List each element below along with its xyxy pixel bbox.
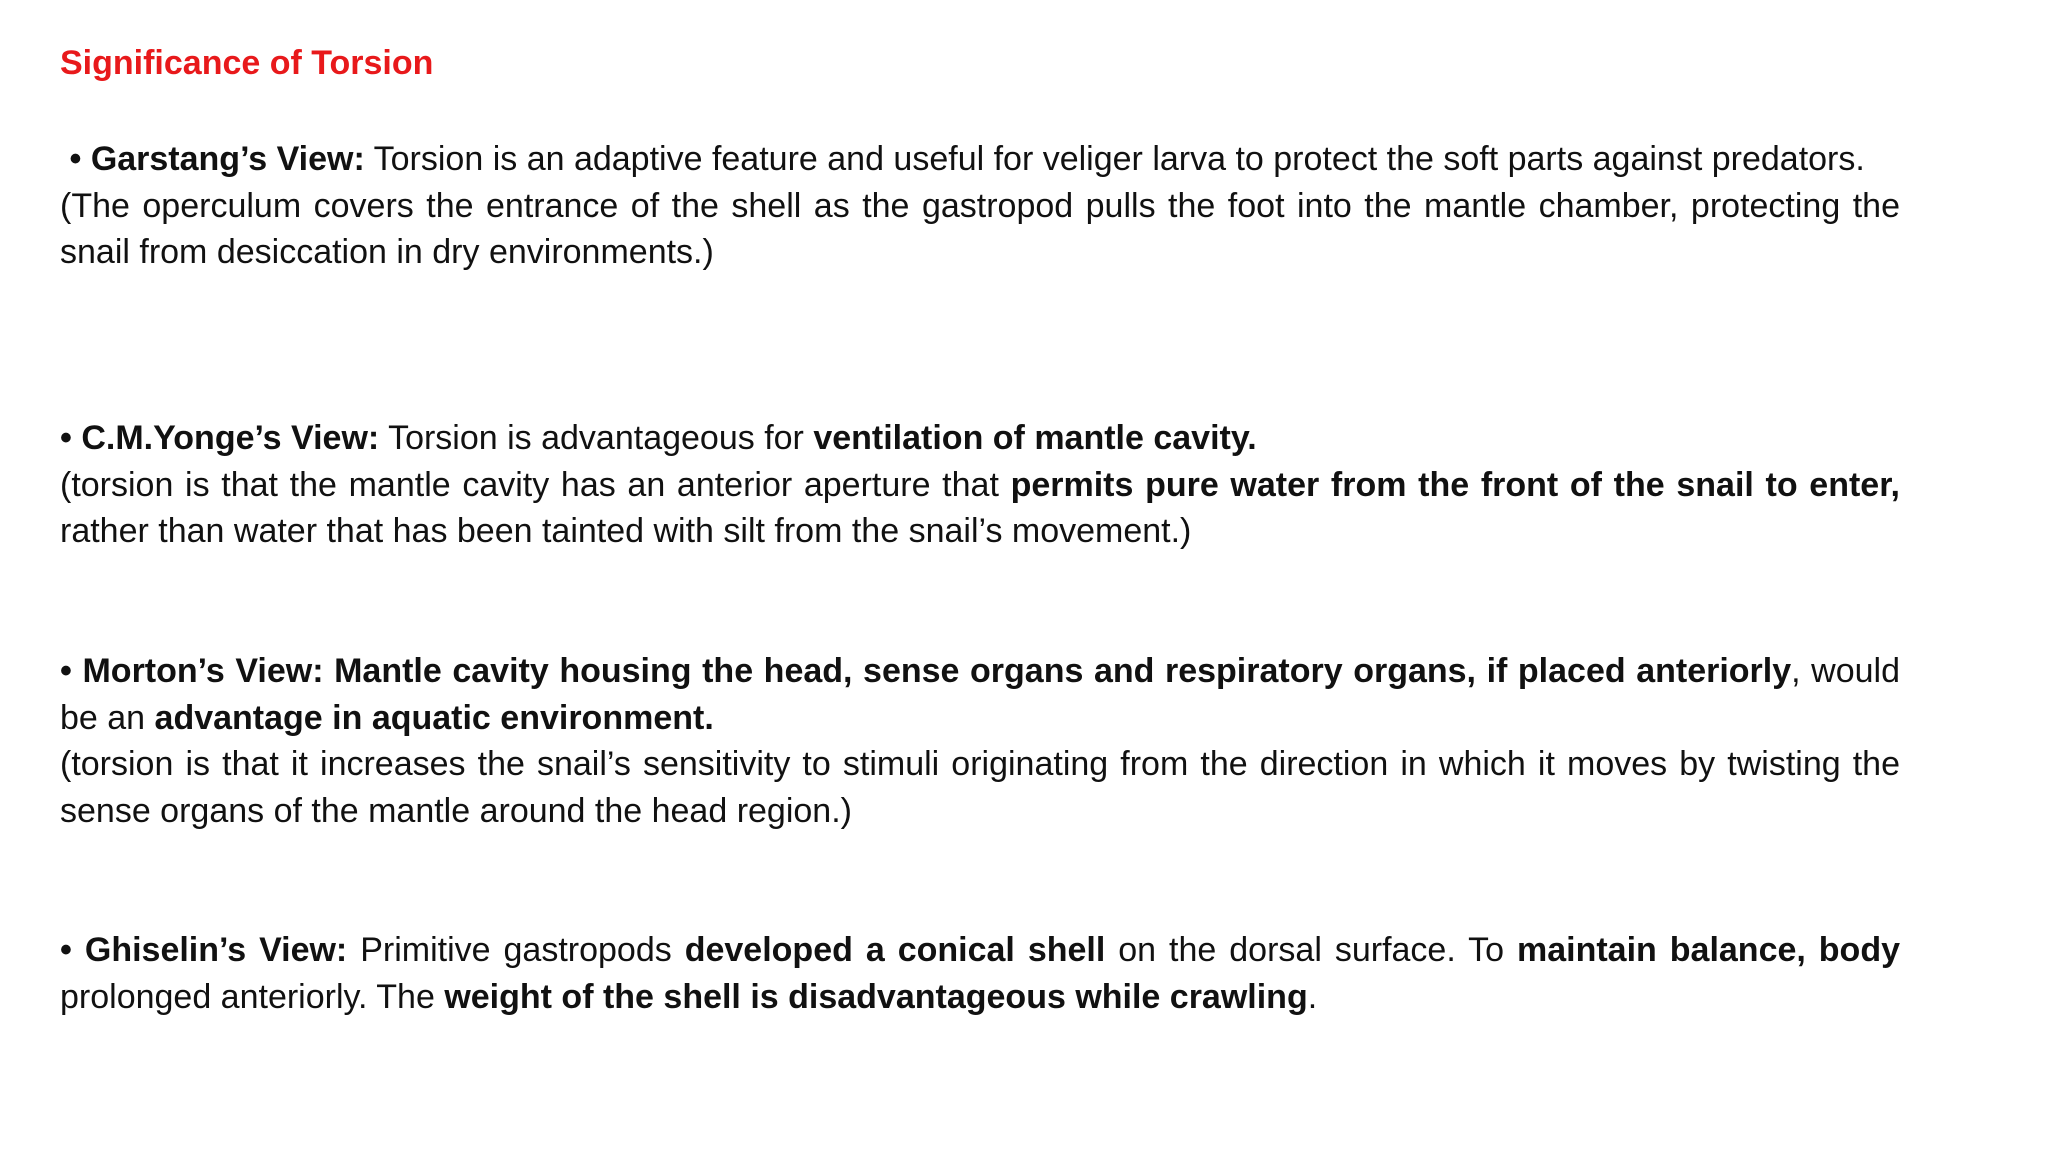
ghiselin-view-label: Ghiselin’s View: (84, 931, 348, 969)
yonge-note-emphasis: permits pure water from the front of the snail to enter, (1010, 465, 1900, 504)
ghiselin-view-text-3: prolonged anteriorly. The (60, 977, 445, 1016)
ghiselin-view-emphasis-1: developed a conical shell (684, 931, 1106, 969)
ghiselin-view-emphasis-3: weight of the shell is disadvantageous while crawling (444, 977, 1308, 1016)
garstang-view-block (60, 136, 1900, 276)
ghiselin-view-text-1: Primitive gastropods (347, 931, 685, 969)
garstang-view-label: Garstang’s View: (90, 140, 365, 178)
yonge-view-label: C.M.Yonge’s View: (81, 419, 380, 457)
yonge-note-text-2: rather than water that has been tainted with silt from the snail’s movement.) (60, 512, 1192, 550)
bullet: • (60, 931, 72, 969)
bullet: • (69, 140, 82, 178)
morton-view-block (60, 648, 1900, 834)
morton-view-emphasis-1: Mantle cavity housing the head, sense organs and respiratory organs, if placed anteriorly (323, 652, 1792, 690)
ghiselin-view-block (60, 927, 1900, 1020)
ghiselin-view-paragraph (60, 927, 1900, 1020)
yonge-view-emphasis: ventilation of mantle cavity. (813, 419, 1257, 457)
garstang-view-text: Torsion is an adaptive feature and useful for veliger larva to protect the soft parts against predators. (364, 140, 1865, 178)
bullet: • (60, 652, 72, 690)
ghiselin-view-text-4: . (1307, 977, 1318, 1016)
garstang-view-paragraph (60, 136, 1900, 183)
yonge-view-block (60, 415, 1900, 555)
morton-view-text-1: , would be an (60, 652, 1900, 737)
slide (60, 0, 1900, 1152)
yonge-view-text: Torsion is advantageous for (379, 419, 814, 457)
slide-title: Significance of Torsion (60, 44, 434, 82)
morton-view-emphasis-2: advantage in aquatic environment. (154, 698, 714, 737)
garstang-view-note: (The operculum covers the entrance of the shell as the gastropod pulls the foot into the mantle chamber, protecting the snail from desiccation in dry environments.) (60, 186, 1900, 271)
morton-view-note: (torsion is that it increases the snail’s sensitivity to stimuli originating from the direction in which it moves by twisting the sense organs of the mantle around the head region.) (60, 745, 1900, 830)
bullet: • (60, 419, 72, 457)
yonge-view-paragraph (60, 415, 1900, 462)
yonge-view-note (60, 462, 1900, 555)
ghiselin-view-emphasis-2: maintain balance, body (1517, 931, 1901, 969)
morton-view-paragraph (60, 648, 1900, 741)
ghiselin-view-text-2: on the dorsal surface. To (1105, 931, 1517, 969)
morton-view-label: Morton’s View: (82, 652, 324, 690)
yonge-note-text-1: (torsion is that the mantle cavity has an anterior aperture that (60, 465, 1011, 504)
